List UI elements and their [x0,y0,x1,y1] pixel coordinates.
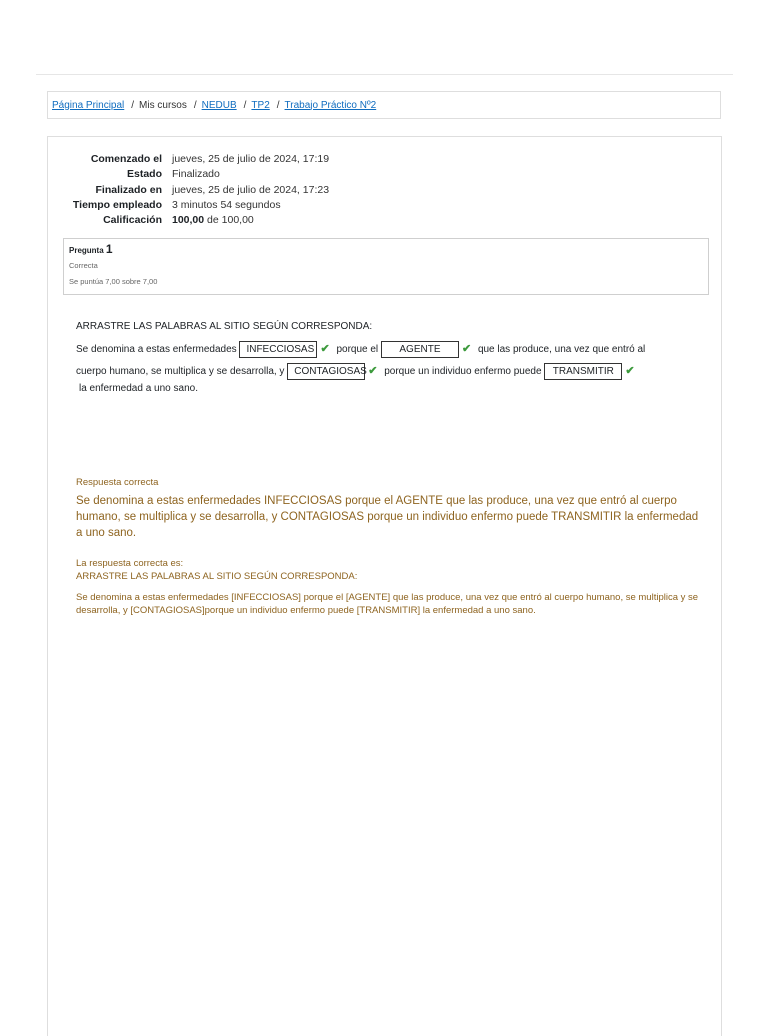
breadcrumb-my-courses: Mis cursos [139,99,187,111]
started-label: Comenzado el [90,153,162,165]
breadcrumb-separator: / [243,99,247,111]
state-value: Finalizado [172,168,220,181]
right-answer-label [76,558,701,583]
grade-max: de 100,00 [207,214,254,227]
feedback-answer-text: Se denomina a estas enfermedades INFECCIOSAS porque el AGENTE que las produce, una vez que entró al cuerpo humano, se multiplica y se desarrolla, y CONTAGIOSAS porque un individuo enfermo puede TRANSMITIR la enfermedad a uno sano. [76,495,699,539]
breadcrumb-separator: / [276,99,280,111]
started-value: jueves, 25 de julio de 2024, 17:19 [172,153,330,165]
summary-row-finished [62,183,329,198]
right-answer-title: La respuesta correcta es: [76,558,184,569]
breadcrumb-course-link[interactable]: NEDUB [201,99,237,111]
drop-zone-infecciosas[interactable]: INFECCIOSAS [239,341,317,358]
question-text-part: porque el [336,344,379,355]
question-line-3: la enfermedad a uno sano. [79,383,198,394]
question-number [69,242,703,256]
summary-row-started [62,152,329,167]
question-grade: Se puntúa 7,00 sobre 7,00 [69,277,158,286]
breadcrumb [47,91,721,119]
check-icon: ✔ [461,343,472,355]
breadcrumb-separator: / [131,99,135,111]
summary-row-state [62,167,329,182]
breadcrumb-home-link[interactable]: Página Principal [52,99,125,111]
question-line-2 [76,363,639,380]
question-text-part: cuerpo humano, se multiplica y se desarrolla, y [76,366,285,377]
right-answer-instruction: ARRASTRE LAS PALABRAS AL SITIO SEGÚN CORRESPONDA: [76,570,358,582]
grade-score: 100,00 [172,214,205,227]
summary-row-grade [62,213,329,228]
question-instruction: ARRASTRE LAS PALABRAS AL SITIO SEGÚN CORRESPONDA: [76,321,373,332]
feedback-section [76,477,701,617]
breadcrumb-separator: / [193,99,197,111]
drop-zone-contagiosas[interactable]: CONTAGIOSAS [287,363,365,380]
top-divider [36,74,733,75]
check-icon: ✔ [625,365,635,377]
drop-zone-transmitir[interactable]: TRANSMITIR [544,363,622,380]
question-state: Correcta [69,261,98,270]
breadcrumb-activity-link[interactable]: Trabajo Práctico Nº2 [284,99,377,111]
quiz-review-region [47,136,722,1036]
attempt-summary-table [62,152,329,228]
question-text-part: Se denomina a estas enfermedades [76,344,237,355]
grade-value [172,213,254,228]
feedback-correct-label: Respuesta correcta [76,477,159,488]
finished-value: jueves, 25 de julio de 2024, 17:23 [172,183,330,196]
question-number-value: 1 [105,242,113,256]
question-text-part: que las produce, una vez que entró al [477,344,646,355]
check-icon: ✔ [368,365,378,377]
drop-zone-agente[interactable]: AGENTE [381,341,459,358]
breadcrumb-section-link[interactable]: TP2 [251,99,270,111]
check-icon: ✔ [320,343,330,355]
grade-label: Calificación [103,214,162,227]
right-answer-text: Se denomina a estas enfermedades [INFECCIOSAS] porque el [AGENTE] que las produce, una vez que entró al cuerpo humano, se multiplica y se desarrolla, y [CONTAGIOSAS]porque un individuo enfermo puede [TRANSMITIR] la enfermedad a uno sano. [76,592,699,616]
time-taken-label: Tiempo empleado [72,198,162,211]
state-label: Estado [126,168,162,181]
question-text-part: porque un individuo enfermo puede [384,366,542,377]
question-prefix: Pregunta [69,246,104,255]
question-info-box [63,238,709,295]
time-taken-value: 3 minutos 54 segundos [172,198,281,211]
summary-row-time [62,198,329,213]
question-line-1 [76,341,645,358]
finished-label: Finalizado en [95,183,162,196]
